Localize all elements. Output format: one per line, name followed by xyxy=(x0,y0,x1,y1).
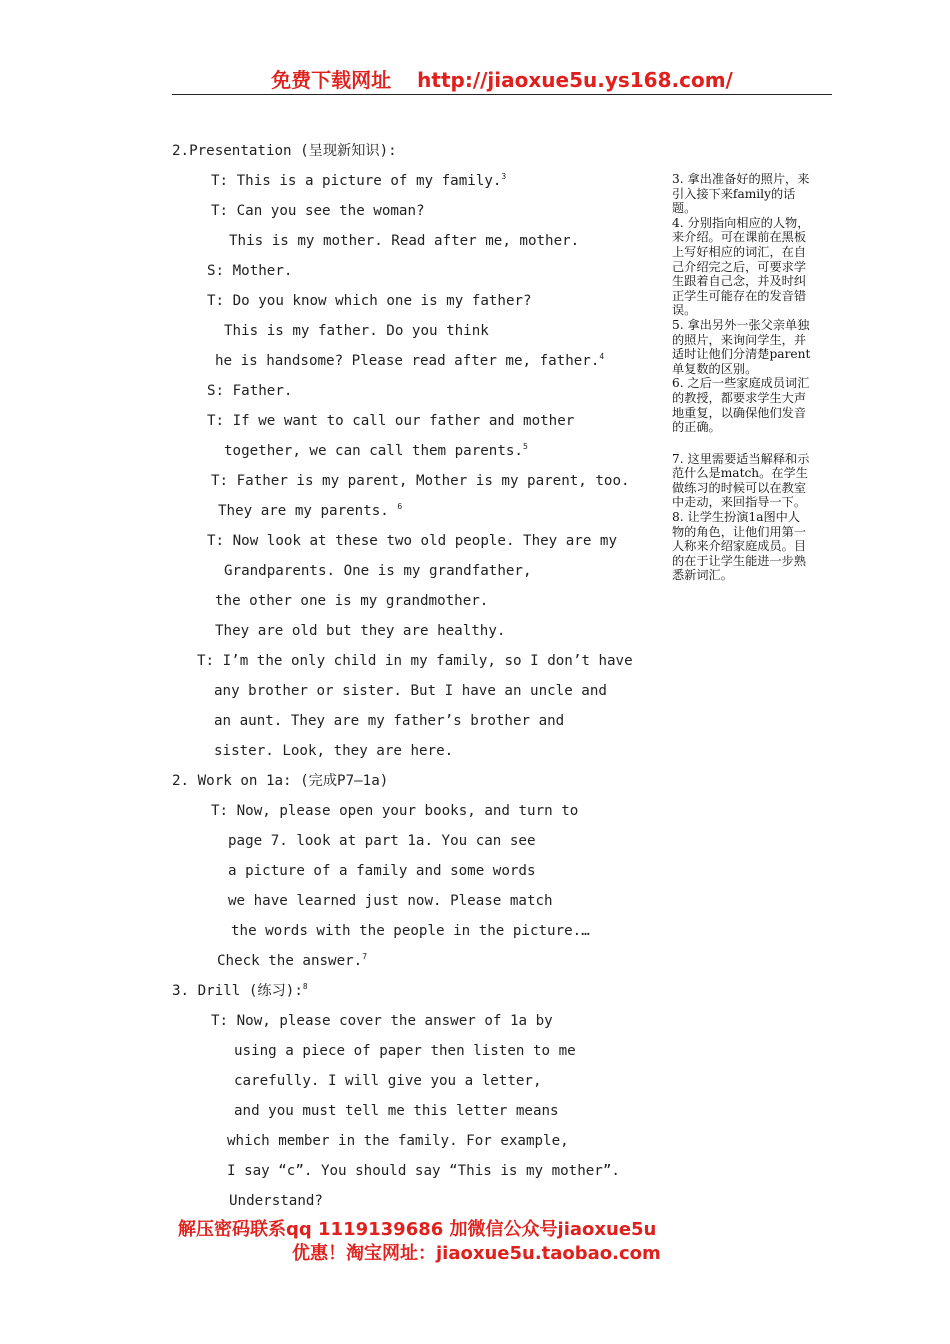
dialogue-line: They are my parents. $^6$ xyxy=(218,502,403,519)
note-ref: 3 xyxy=(501,172,507,181)
margin-note: 8. 让学生扮演1a图中人物的角色，让他们用第一人称来介绍家庭成员。目的在于让学生能进一步熟悉新词汇。 xyxy=(672,510,807,583)
note-ref: 7 xyxy=(362,952,368,961)
header-url: http://jiaoxue5u.ys168.com/ xyxy=(417,68,733,92)
dialogue-line: T: Can you see the woman? xyxy=(211,203,425,219)
note-ref: 8 xyxy=(302,982,308,991)
margin-note: 6. 之后一些家庭成员词汇的教授，都要求学生大声地重复，以确保他们发音的正确。 xyxy=(672,376,810,435)
dialogue-line: page 7. look at part 1a. You can see xyxy=(228,833,536,849)
dialogue-line: S: Mother. xyxy=(207,263,293,279)
dialogue-line: and you must tell me this letter means xyxy=(234,1103,559,1119)
dialogue-line: T: Now, please cover the answer of 1a by xyxy=(211,1013,553,1029)
dialogue-line: T: Father is my parent, Mother is my parent, too. xyxy=(211,473,630,489)
note-ref: 6 xyxy=(397,502,403,511)
dialogue-line: T: Now look at these two old people. They are my xyxy=(207,533,617,549)
dialogue-line: he is handsome? Please read after me, father.$^4$ xyxy=(215,352,605,369)
note-ref: 4 xyxy=(599,352,605,361)
dialogue-line: This is my mother. Read after me, mother. xyxy=(229,233,580,249)
dialogue-line: Understand? xyxy=(229,1193,323,1209)
margin-note: 7. 这里需要适当解释和示范什么是match。在学生做练习的时候可以在教室中走动，来回指导一下。 xyxy=(672,451,810,510)
dialogue-line: T: Now, please open your books, and turn to xyxy=(211,803,579,819)
dialogue-line: which member in the family. For example, xyxy=(227,1133,569,1149)
dialogue-line: I say “c”. You should say “This is my mother”. xyxy=(227,1163,620,1179)
page-header xyxy=(172,66,832,95)
dialogue-line: T: I’m the only child in my family, so I don’t have xyxy=(197,653,633,669)
section-heading: 2. Work on 1a: (完成P7—1a) xyxy=(172,773,389,789)
dialogue-line: S: Father. xyxy=(207,383,293,399)
section-heading: 3. Drill (练习):$^8$ xyxy=(172,982,308,999)
dialogue-line: Grandparents. One is my grandfather, xyxy=(224,563,532,579)
margin-notes xyxy=(672,172,812,583)
dialogue-line: an aunt. They are my father’s brother and xyxy=(214,713,565,729)
section-heading: 2.Presentation (呈现新知识): xyxy=(172,143,397,159)
dialogue-line: This is my father. Do you think xyxy=(224,323,489,339)
dialogue-line: we have learned just now. Please match xyxy=(228,893,553,909)
footer-shop-link: 优惠！淘宝网址：jiaoxue5u.taobao.com xyxy=(292,1243,661,1264)
dialogue-line: any brother or sister. But I have an uncle and xyxy=(214,683,607,699)
margin-note: 3. 拿出准备好的照片，来引入接下来family的话题。 xyxy=(672,172,810,216)
dialogue-line: carefully. I will give you a letter, xyxy=(234,1073,542,1089)
dialogue-line: the words with the people in the picture.… xyxy=(231,923,590,939)
dialogue-line: T: If we want to call our father and mother xyxy=(207,413,575,429)
dialogue-line: T: This is a picture of my family.$^3$ xyxy=(211,172,507,189)
dialogue-line: Check the answer.$^7$ xyxy=(217,952,368,969)
margin-note: 4. 分别指向相应的人物，来介绍。可在课前在黑板上写好相应的词汇，在自己介绍完之后，可要求学生跟着自己念，并及时纠正学生可能存在的发音错误。 xyxy=(672,215,810,318)
dialogue-line: a picture of a family and some words xyxy=(228,863,536,879)
dialogue-line: using a piece of paper then listen to me xyxy=(234,1043,576,1059)
footer-contact: 解压密码联系qq 1119139686 加微信公众号jiaoxue5u xyxy=(178,1219,657,1240)
header-title: 免费下载网址 xyxy=(271,68,392,92)
dialogue-line: together, we can call them parents.$^5$ xyxy=(224,442,528,459)
dialogue-line: the other one is my grandmother. xyxy=(215,593,489,609)
dialogue-line: T: Do you know which one is my father? xyxy=(207,293,532,309)
note-ref: 5 xyxy=(522,442,528,451)
dialogue-line: sister. Look, they are here. xyxy=(214,743,454,759)
margin-note: 5. 拿出另外一张父亲单独的照片，来询问学生，并适时让他们分清楚parent单复数的区别。 xyxy=(672,317,811,376)
dialogue-line: They are old but they are healthy. xyxy=(215,623,506,639)
